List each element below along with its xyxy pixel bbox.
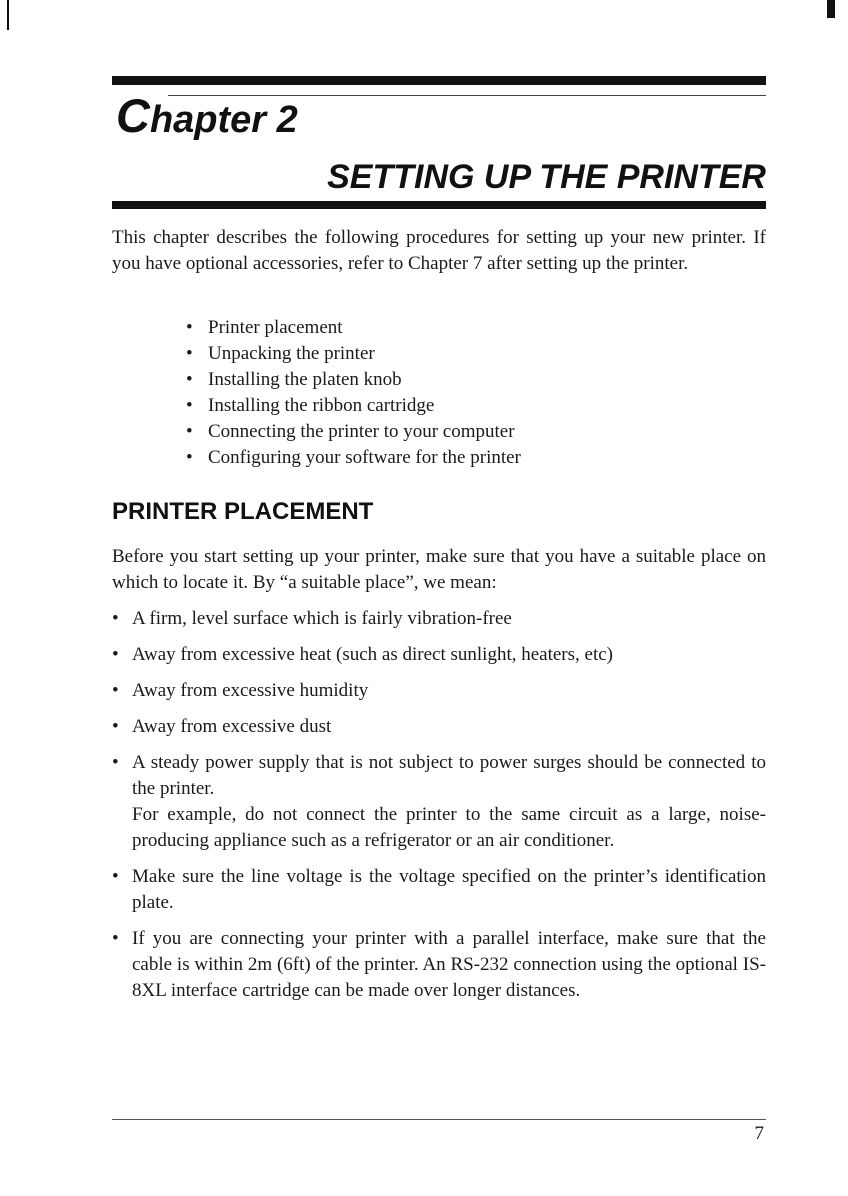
requirement-item (112, 926, 766, 1004)
topic-item: • Installing the ribbon cartridge (186, 393, 521, 419)
requirement-item (112, 642, 766, 668)
topic-item: • Printer placement (186, 315, 521, 341)
header-rule-thick-bottom (112, 201, 766, 209)
topic-list (186, 315, 521, 471)
requirement-item (112, 678, 766, 704)
chapter-label (116, 89, 298, 142)
requirement-text: • Away from excessive humidity (132, 680, 369, 701)
chapter-title: SETTING UP THE PRINTER (327, 158, 766, 196)
requirement-item (112, 606, 766, 632)
scan-edge-mark-left (7, 0, 9, 30)
requirement-note: For example, do not connect the printer to the same circuit as a large, noise-producing appliance such as a refrigerator or an air conditioner. (132, 804, 766, 851)
section-intro-paragraph: Before you start setting up your printer, make sure that you have a suitable place on which to locate it. By “a suitable place”, we mean: (112, 546, 766, 593)
chapter-label-initial: C (116, 89, 150, 142)
topic-item: • Unpacking the printer (186, 341, 521, 367)
page-number: 7 (754, 1123, 764, 1144)
requirement-text: • A firm, level surface which is fairly vibration-free (132, 608, 512, 629)
topic-item: • Installing the platen knob (186, 367, 521, 393)
footer-rule (112, 1119, 766, 1120)
requirement-text: • Make sure the line voltage is the voltage specified on the printer’s identification plate. (132, 866, 766, 913)
topic-item: • Connecting the printer to your computer (186, 419, 521, 445)
topic-item: • Configuring your software for the printer (186, 445, 521, 471)
requirement-item (112, 864, 766, 916)
chapter-label-rest: hapter 2 (149, 99, 298, 141)
placement-requirements-list (112, 606, 766, 1014)
requirement-text: • Away from excessive dust (132, 716, 332, 737)
requirement-text: • Away from excessive heat (such as direct sunlight, heaters, etc) (132, 644, 613, 665)
intro-paragraph: This chapter describes the following procedures for setting up your new printer. If you have optional accessories, refer to Chapter 7 after setting up the printer. (112, 227, 766, 274)
requirement-text: • If you are connecting your printer with a parallel interface, make sure that the cable is within 2m (6ft) of the printer. An RS-232 connection using the optional IS-8XL interface cartridge can be made over longer distances. (132, 928, 766, 1001)
requirement-text: • A steady power supply that is not subject to power surges should be connected to the printer. (132, 752, 766, 799)
header-rule-thick-top (112, 76, 766, 85)
requirement-item (112, 714, 766, 740)
section-heading: PRINTER PLACEMENT (112, 498, 374, 525)
requirement-item (112, 750, 766, 854)
scan-edge-mark-right (827, 0, 835, 18)
